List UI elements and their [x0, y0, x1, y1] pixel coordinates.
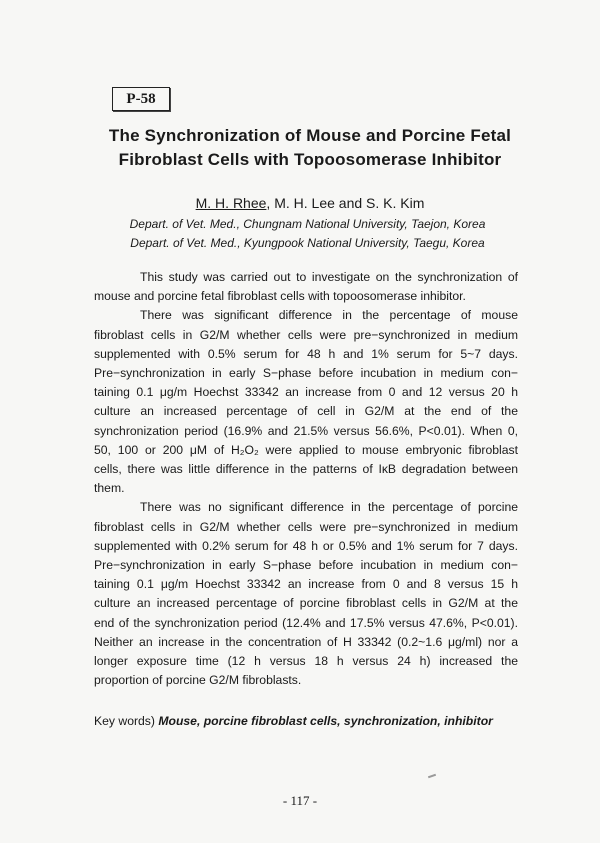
abstract-line: supplemented with 0.2% serum for 48 h or 0.5% and 1% serum for 7 days. — [94, 538, 518, 553]
page-number: - 117 - — [282, 793, 318, 808]
abstract-body — [94, 268, 518, 690]
abstract-line: Pre−synchronization in early S−phase before incubation in medium con− — [94, 558, 518, 573]
keywords-line — [94, 714, 493, 728]
author-list — [60, 195, 560, 211]
abstract-line: culture an increased percentage of cell in G2/M at the end of the — [94, 404, 518, 419]
abstract-line: cells, there was little difference in the patterns of IκB degradation between — [94, 462, 518, 477]
poster-id-box: P-58 — [112, 87, 170, 111]
keywords-values: Mouse, porcine fibroblast cells, synchronization, inhibitor — [158, 714, 493, 728]
abstract-line: Pre−synchronization in early S−phase before incubation in medium con− — [94, 366, 518, 381]
abstract-line: This study was carried out to investigate on the synchronization of — [140, 270, 518, 284]
abstract-paragraph-1 — [94, 268, 518, 306]
abstract-line: There was no significant difference in the percentage of porcine — [140, 500, 518, 515]
paper-title — [60, 124, 560, 172]
abstract-paragraph-3 — [94, 498, 518, 690]
abstract-paragraph-2 — [94, 306, 518, 498]
affiliation-2: Depart. of Vet. Med., Kyungpook National University, Taegu, Korea — [130, 236, 485, 250]
abstract-line: synchronization period (16.9% and 21.5% versus 56.6%, P<0.01). When 0, — [94, 423, 518, 438]
abstract-line: them. — [94, 481, 125, 496]
abstract-line: supplemented with 0.5% serum for 48 h and 1% serum for 5~7 days. — [94, 346, 518, 361]
abstract-line: proportion of porcine G2/M fibroblasts. — [94, 673, 302, 688]
abstract-line: taining 0.1 μg/m Hoechst 33342 an increase from 0 and 12 versus 20 h — [94, 385, 518, 400]
abstract-line: culture an increased percentage of porcine fibroblast cells in G2/M at the — [94, 596, 518, 611]
scan-artifact — [428, 774, 436, 779]
abstract-line: There was significant difference in the percentage of mouse — [140, 308, 518, 323]
abstract-line: fibroblast cells in G2/M whether cells were pre−synchronized in medium — [94, 519, 518, 534]
affiliation-1: Depart. of Vet. Med., Chungnam National University, Taejon, Korea — [129, 217, 486, 231]
abstract-line: 50, 100 or 200 μM of H₂O₂ were applied to mouse embryonic fibroblast — [94, 442, 518, 457]
co-authors: , M. H. Lee and S. K. Kim — [266, 195, 425, 211]
presenting-author: M. H. Rhee — [195, 195, 267, 211]
abstract-line: longer exposure time (12 h versus 18 h versus 24 h) increased the — [94, 654, 518, 669]
abstract-line: end of the synchronization period (12.4% and 17.5% versus 47.6%, P<0.01). — [94, 615, 518, 630]
abstract-line: fibroblast cells in G2/M whether cells were pre−synchronized in medium — [94, 327, 518, 342]
abstract-line: taining 0.1 μg/m Hoechst 33342 an increase from 0 and 8 versus 15 h — [94, 577, 518, 592]
title-line-1: The Synchronization of Mouse and Porcine Fetal — [108, 126, 512, 145]
keywords-label: Key words) — [94, 714, 155, 728]
abstract-line: mouse and porcine fetal fibroblast cells with topoosomerase inhibitor. — [94, 289, 466, 304]
title-line-2: Fibroblast Cells with Topoosomerase Inhibitor — [118, 150, 502, 169]
abstract-line: Neither an increase in the concentration of H 33342 (0.2~1.6 μg/ml) nor a — [94, 634, 518, 649]
